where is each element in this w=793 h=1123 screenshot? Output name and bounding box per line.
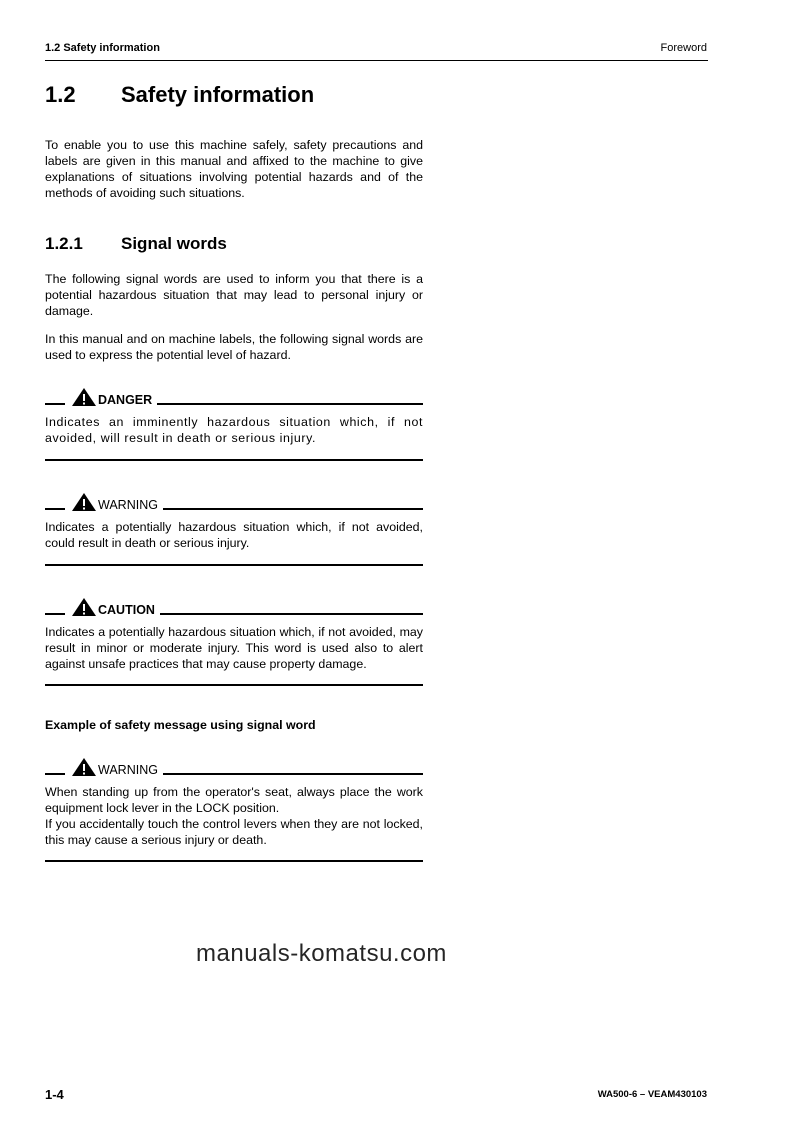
caution-header <box>45 597 423 617</box>
page-title <box>45 82 314 108</box>
header-rule <box>45 60 708 61</box>
subsection-text: Signal words <box>121 234 227 253</box>
danger-header <box>45 387 423 407</box>
document-code: WA500-6 – VEAM430103 <box>597 1089 707 1100</box>
subsection-number: 1.2.1 <box>45 234 83 253</box>
divider <box>45 684 423 686</box>
page-number: 1-4 <box>45 1087 64 1102</box>
header-section: 1.2 Safety information <box>45 42 160 54</box>
example-warning-header <box>45 757 423 777</box>
warning-text: Indicates a potentially hazardous situation which, if not avoided, could result in death or serious injury. <box>45 520 423 550</box>
paragraph-2: In this manual and on machine labels, the following signal words are used to express the potential level of hazard. <box>45 332 423 362</box>
caution-text: Indicates a potentially hazardous situation which, if not avoided, may result in minor or moderate injury. This word is used also to alert against unsafe practices that may cause property damage. <box>45 625 423 671</box>
warning-label: WARNING <box>98 498 158 512</box>
header-chapter: Foreword <box>660 42 707 54</box>
warning-triangle-icon <box>71 597 97 617</box>
subsection-title <box>45 234 227 254</box>
example-heading: Example of safety message using signal word <box>45 718 316 732</box>
warning-header <box>45 492 423 512</box>
divider <box>45 564 423 566</box>
warning-triangle-icon <box>71 757 97 777</box>
example-warning-label: WARNING <box>98 763 158 777</box>
page-title-number: 1.2 <box>45 82 76 107</box>
caution-label: CAUTION <box>98 603 155 617</box>
page-title-text: Safety information <box>121 82 315 107</box>
danger-text: Indicates an imminently hazardous situation which, if not avoided, will result in death or serious injury. <box>45 415 423 445</box>
watermark: manuals-komatsu.com <box>196 940 447 967</box>
example-line-1: When standing up from the operator's seat, always place the work equipment lock lever in the LOCK position. <box>45 785 423 815</box>
divider <box>45 459 423 461</box>
paragraph-1: The following signal words are used to inform you that there is a potential hazardous situation that may lead to personal injury or damage. <box>45 272 423 318</box>
example-line-2: If you accidentally touch the control levers when they are not locked, this may cause a serious injury or death. <box>45 817 423 847</box>
danger-label: DANGER <box>98 393 153 407</box>
warning-triangle-icon <box>71 492 97 512</box>
divider <box>45 860 423 862</box>
intro-paragraph: To enable you to use this machine safely, safety precautions and labels are given in this manual and affixed to the machine to give explanations of situations involving potential hazards and of the methods of avoiding such situations. <box>45 138 423 200</box>
warning-triangle-icon <box>71 387 97 407</box>
